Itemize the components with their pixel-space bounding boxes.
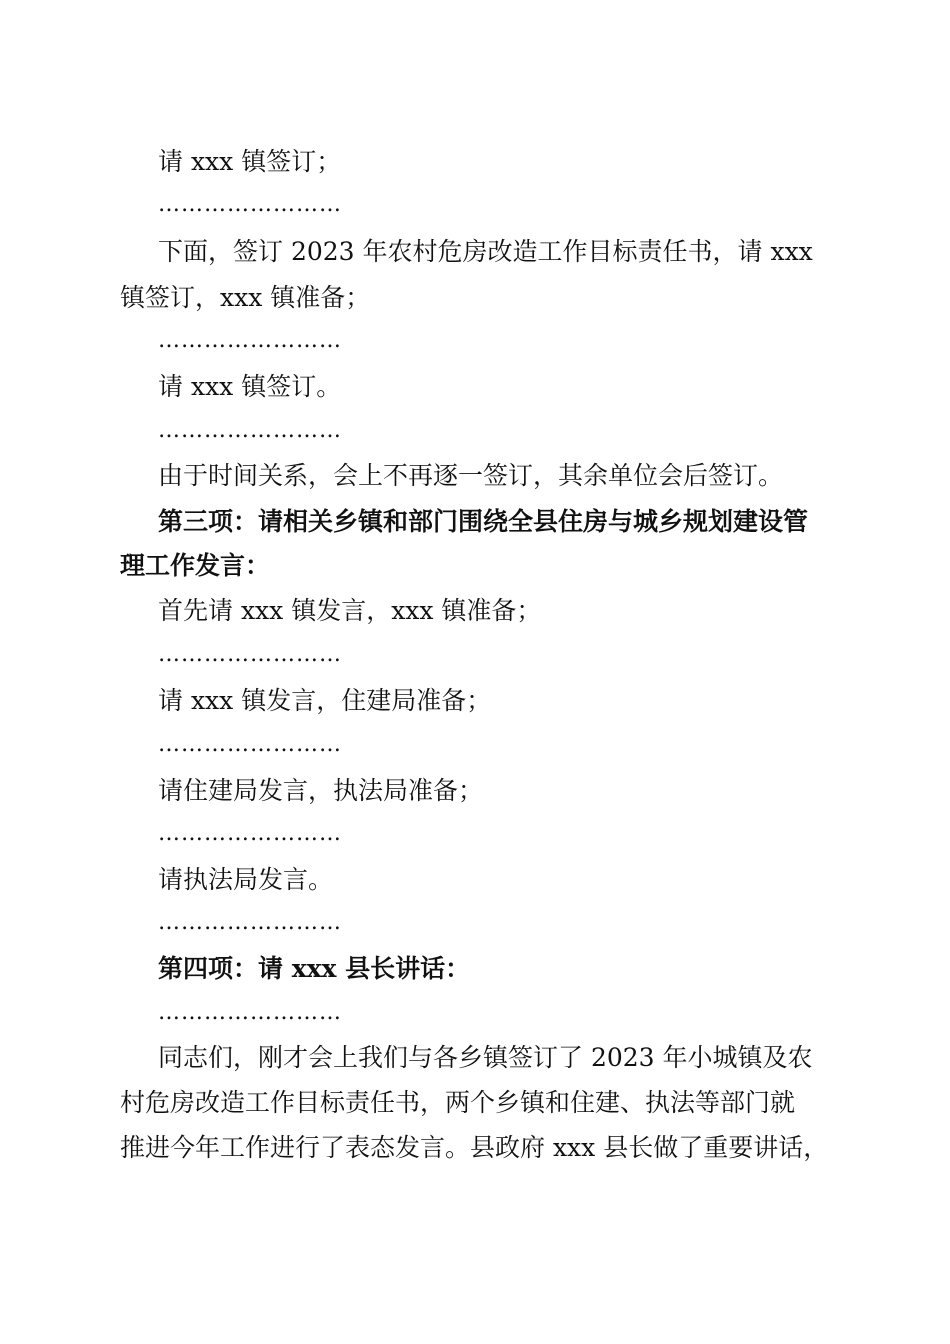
text-line: 请 xxx 镇签订。 bbox=[158, 372, 342, 401]
text-line: 村危房改造工作目标责任书，两个乡镇和住建、执法等部门就 bbox=[120, 1088, 796, 1117]
section-heading-line: 第三项：请相关乡镇和部门围绕全县住房与城乡规划建设管 bbox=[158, 507, 809, 536]
text-line: 首先请 xxx 镇发言，xxx 镇准备； bbox=[158, 596, 542, 625]
text-line: 镇签订，xxx 镇准备； bbox=[120, 283, 371, 312]
text-line: 请住建局发言，执法局准备； bbox=[158, 776, 484, 805]
ellipsis-line: …………………… bbox=[158, 192, 342, 217]
ellipsis-line: …………………… bbox=[158, 642, 342, 667]
text-line: 请 xxx 镇签订； bbox=[158, 147, 342, 176]
text-line: 同志们，刚才会上我们与各乡镇签订了 2023 年小城镇及农 bbox=[158, 1043, 813, 1072]
section-heading-line: 第四项：请 xxx 县长讲话： bbox=[158, 954, 471, 983]
section-heading-line: 理工作发言： bbox=[120, 551, 271, 580]
text-line: 下面，签订 2023 年农村危房改造工作目标责任书，请 xxx bbox=[158, 237, 813, 266]
ellipsis-line: …………………… bbox=[158, 821, 342, 846]
ellipsis-line: …………………… bbox=[158, 732, 342, 757]
ellipsis-line: …………………… bbox=[158, 418, 342, 443]
ellipsis-line: …………………… bbox=[158, 1000, 342, 1025]
text-line: 推进今年工作进行了表态发言。县政府 xxx 县长做了重要讲话， bbox=[120, 1133, 829, 1162]
text-line: 请 xxx 镇发言，住建局准备； bbox=[158, 686, 492, 715]
ellipsis-line: …………………… bbox=[158, 910, 342, 935]
text-line: 由于时间关系，会上不再逐一签订，其余单位会后签订。 bbox=[158, 461, 784, 490]
ellipsis-line: …………………… bbox=[158, 328, 342, 353]
text-line: 请执法局发言。 bbox=[158, 865, 334, 894]
